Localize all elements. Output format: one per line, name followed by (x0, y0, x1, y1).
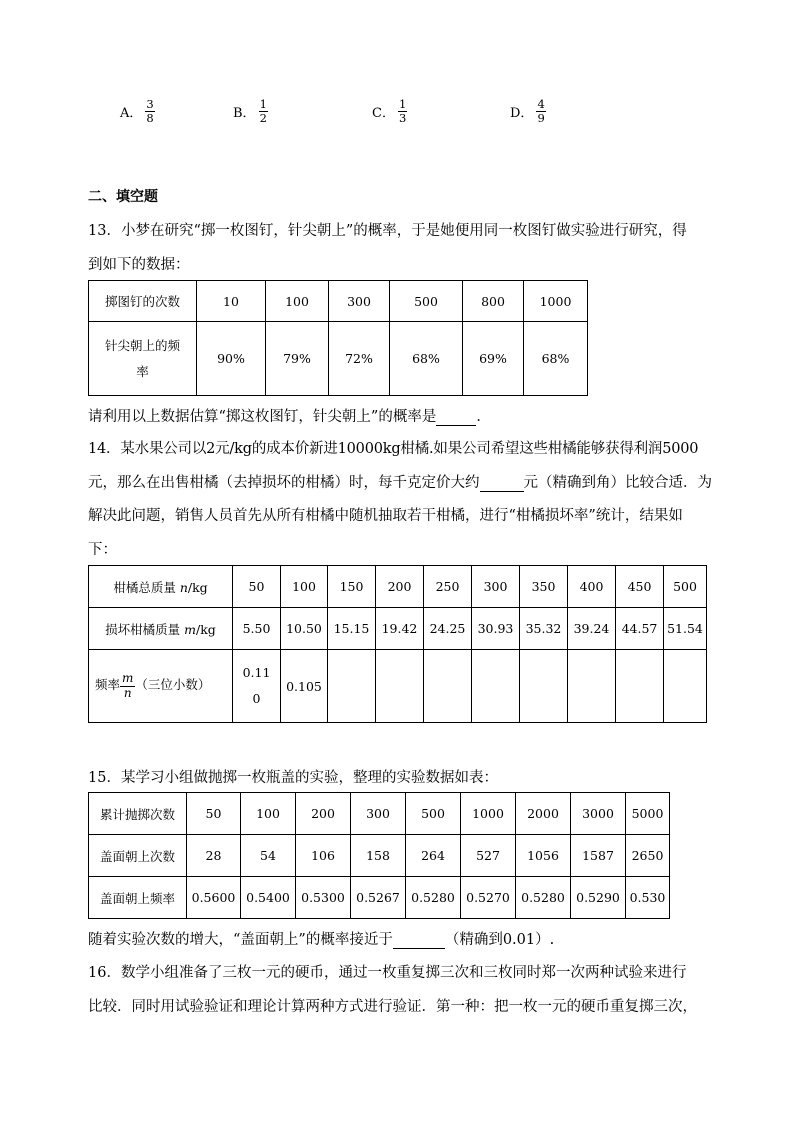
table-cell: 500 (390, 281, 463, 322)
table-cell: 0.105 (281, 650, 328, 723)
q14-line4: 下： (88, 542, 117, 558)
table-cell: 50 (233, 566, 281, 608)
table-cell: 68% (524, 322, 588, 396)
table-cell: 0.5267 (351, 877, 406, 919)
table-cell: 200 (296, 793, 351, 835)
table-row (89, 877, 670, 919)
q15-answer-line (88, 928, 554, 949)
cell-line: 0.11 (242, 665, 271, 680)
table-cell: 450 (616, 566, 664, 608)
table-cell: 0.5600 (187, 877, 241, 919)
table-cell: 500 (664, 566, 707, 608)
table-cell: 1587 (571, 835, 626, 877)
q13-table (88, 280, 588, 396)
table-cell: 68% (390, 322, 463, 396)
table-cell: 300 (472, 566, 520, 608)
table-header-cell: 掷图钉的次数 (89, 281, 197, 322)
table-cell: 500 (406, 793, 461, 835)
table-cell: 79% (266, 322, 329, 396)
table-cell: 10 (197, 281, 266, 322)
header-unit: /kg (187, 579, 208, 595)
table-header-cell (89, 566, 233, 608)
table-cell-empty[interactable] (664, 650, 707, 723)
table-cell-empty[interactable] (328, 650, 376, 723)
table-cell: 0.5400 (241, 877, 296, 919)
q14-line1: 14．某水果公司以2元/kg的成本价新进10000kg柑橘.如果公司希望这些柑橘能够获得利润5000 (88, 441, 699, 457)
table-cell: 200 (376, 566, 424, 608)
table-header-cell: 盖面朝上频率 (89, 877, 187, 919)
q14-line2 (88, 471, 712, 492)
choice-a (120, 98, 155, 125)
table-cell: 0.530 (626, 877, 670, 919)
q16-line2: 比较．同时用试验验证和理论计算两种方式进行验证．第一种：把一枚一元的硬币重复掷三次， (88, 999, 697, 1015)
table-cell: 35.32 (520, 608, 568, 650)
answer-blank[interactable] (436, 411, 476, 426)
table-cell: 3000 (571, 793, 626, 835)
table-cell: 300 (329, 281, 390, 322)
cell-line: 针尖朝上的频 (104, 337, 180, 353)
q14-line3: 解决此问题，销售人员首先从所有柑橘中随机抽取若干柑橘，进行“柑橘损坏率”统计，结果如 (88, 508, 683, 524)
table-cell: 527 (461, 835, 516, 877)
table-cell: 90% (197, 322, 266, 396)
answer-blank[interactable] (393, 934, 445, 949)
table-cell: 30.93 (472, 608, 520, 650)
table-cell: 0.5280 (406, 877, 461, 919)
header-text: 频率 (95, 677, 121, 693)
table-row (89, 608, 707, 650)
q13-line1: 13．小梦在研究“掷一枚图钉，针尖朝上”的概率，于是她便用同一枚图钉做实验进行研究，得 (88, 223, 687, 239)
table-cell: 19.42 (376, 608, 424, 650)
table-cell: 50 (187, 793, 241, 835)
table-header-cell (89, 608, 233, 650)
table-cell: 5000 (626, 793, 670, 835)
table-cell: 264 (406, 835, 461, 877)
table-cell: 100 (241, 793, 296, 835)
table-cell: 0.5290 (571, 877, 626, 919)
table-cell-empty[interactable] (424, 650, 472, 723)
variable-m: m (184, 621, 197, 637)
table-row (89, 322, 588, 396)
table-header-cell: 盖面朝上次数 (89, 835, 187, 877)
table-cell-empty[interactable] (376, 650, 424, 723)
table-row (89, 650, 707, 723)
fraction-m-over-n: $\frac{m}{n}$ (122, 671, 134, 700)
q13-line2: 到如下的数据： (88, 257, 190, 273)
table-cell-empty[interactable] (520, 650, 568, 723)
table-cell: 5.50 (233, 608, 281, 650)
header-unit: /kg (196, 621, 216, 637)
table-cell-empty[interactable] (472, 650, 520, 723)
table-cell: 106 (296, 835, 351, 877)
fraction: $\frac{3}{8}$ (146, 97, 154, 126)
table-cell: 2650 (626, 835, 670, 877)
table-cell: 150 (328, 566, 376, 608)
q15-line1: 15．某学习小组做抛掷一枚瓶盖的实验，整理的实验数据如表： (88, 770, 498, 786)
table-cell: 69% (463, 322, 524, 396)
table-cell: 0.5300 (296, 877, 351, 919)
table-cell: 15.15 (328, 608, 376, 650)
q14-line2-a: 元，那么在出售柑橘（去掉损坏的柑橘）时，每千克定价大约 (88, 475, 480, 491)
choice-b (233, 98, 268, 125)
table-cell: 1000 (524, 281, 588, 322)
answer-blank[interactable] (480, 477, 524, 492)
table-cell: 1056 (516, 835, 571, 877)
table-cell: 350 (520, 566, 568, 608)
table-row (89, 281, 588, 322)
q15-table (88, 792, 670, 919)
header-text: 损坏柑橘质量 (105, 621, 185, 637)
table-row (89, 566, 707, 608)
choice-letter: B． (233, 106, 256, 122)
choice-letter: D． (510, 106, 534, 122)
table-cell: 10.50 (281, 608, 328, 650)
q16-line1: 16．数学小组准备了三枚一元的硬币，通过一枚重复掷三次和三枚同时郑一次两种试验来进行 (88, 965, 687, 981)
table-cell: 51.54 (664, 608, 707, 650)
table-header-cell: 累计抛掷次数 (89, 793, 187, 835)
choice-letter: A． (120, 106, 143, 122)
table-cell: 44.57 (616, 608, 664, 650)
q13-after-end: ． (476, 409, 491, 425)
table-cell: 400 (568, 566, 616, 608)
q14-table (88, 565, 707, 723)
table-header-cell (89, 322, 197, 396)
table-header-cell (89, 650, 233, 723)
section-title: 二、填空题 (88, 189, 158, 205)
header-note: （三位小数） (135, 677, 211, 693)
choice-c (372, 98, 407, 125)
choice-letter: C． (372, 106, 395, 122)
table-cell: 100 (266, 281, 329, 322)
header-text: 柑橘总质量 (113, 579, 180, 595)
table-cell-empty[interactable] (568, 650, 616, 723)
cell-line: 率 (136, 363, 149, 379)
table-cell: 72% (329, 322, 390, 396)
q15-after-a: 随着实验次数的增大，“盖面朝上”的概率接近于 (88, 932, 393, 948)
table-cell: 100 (281, 566, 328, 608)
variable-n: n (179, 579, 188, 595)
fraction: $\frac{1}{3}$ (398, 97, 407, 126)
q15-after-b: （精确到0.01）. (444, 932, 555, 948)
table-cell-empty[interactable] (616, 650, 664, 723)
table-cell: 0.5280 (516, 877, 571, 919)
table-cell: 54 (241, 835, 296, 877)
table-cell: 24.25 (424, 608, 472, 650)
table-cell: 0.5270 (461, 877, 516, 919)
table-cell: 250 (424, 566, 472, 608)
table-cell: 28 (187, 835, 241, 877)
cell-line: 0 (252, 691, 261, 706)
q14-line2-b: 元（精确到角）比较合适．为 (523, 475, 712, 491)
table-cell: 800 (463, 281, 524, 322)
table-cell: 2000 (516, 793, 571, 835)
q13-answer-line (88, 405, 491, 426)
fraction: $\frac{1}{2}$ (259, 97, 267, 126)
table-cell: 300 (351, 793, 406, 835)
table-row (89, 835, 670, 877)
table-cell: 1000 (461, 793, 516, 835)
q13-after-text: 请利用以上数据估算“掷这枚图钉，针尖朝上”的概率是 (88, 409, 437, 425)
choice-d (510, 98, 546, 125)
table-cell: 158 (351, 835, 406, 877)
table-cell (233, 650, 281, 723)
table-row (89, 793, 670, 835)
table-cell: 39.24 (568, 608, 616, 650)
fraction: $\frac{4}{9}$ (537, 97, 545, 126)
